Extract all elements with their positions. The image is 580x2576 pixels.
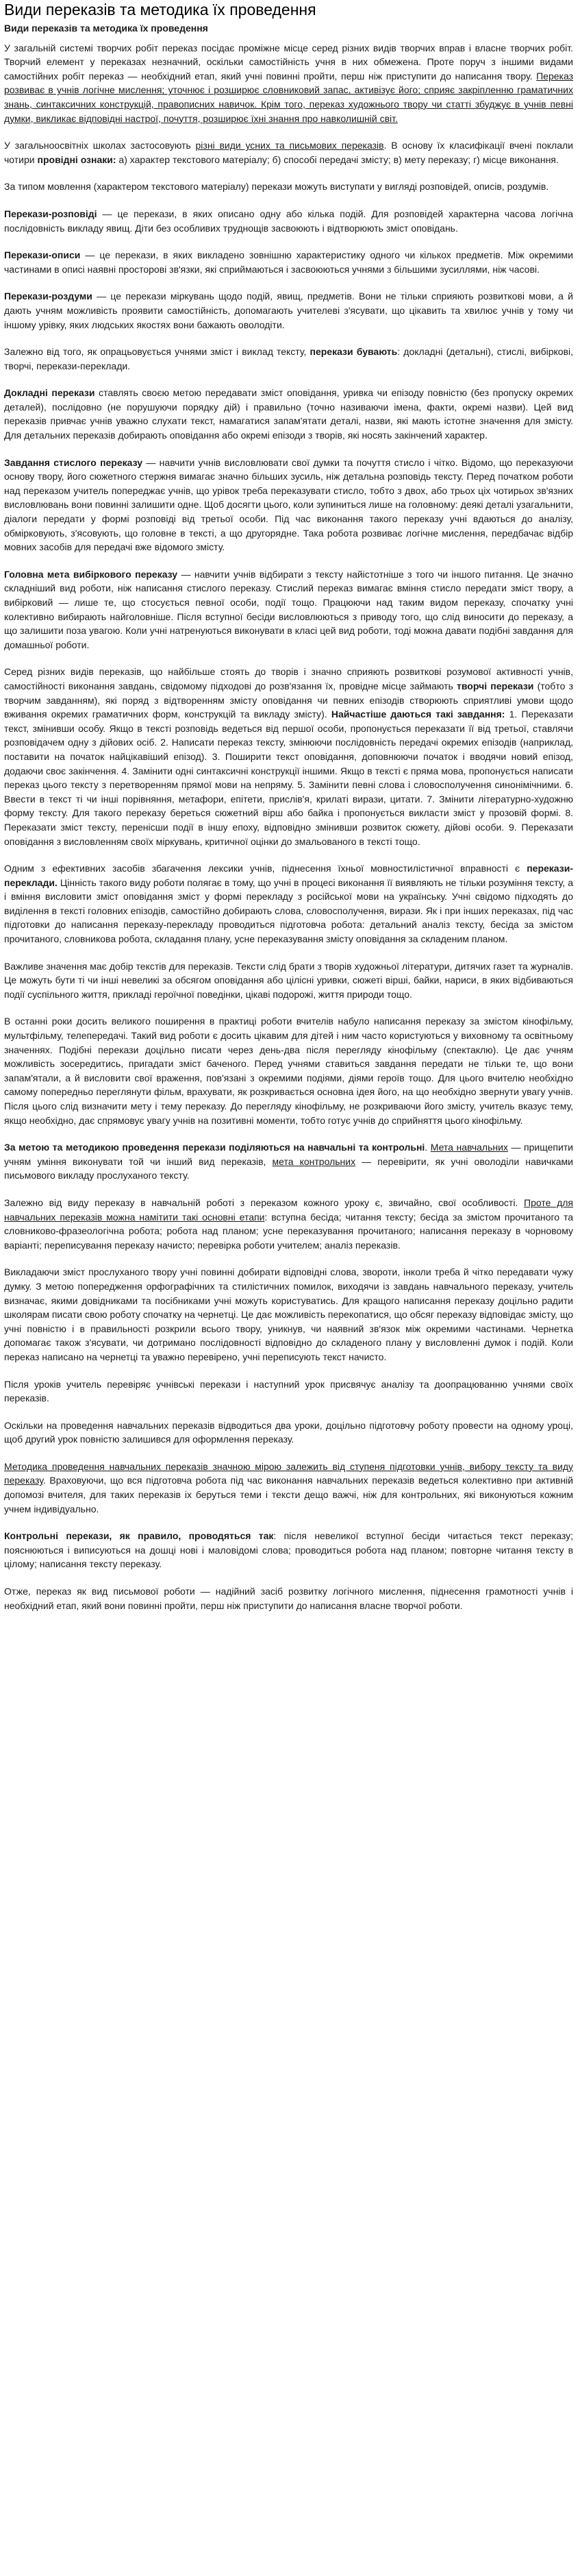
text-run: . В основу їх класифікації вчені поклали чотири bbox=[4, 140, 573, 165]
paragraph bbox=[4, 665, 573, 848]
bold-text: перекази бувають bbox=[310, 346, 398, 358]
bold-text: Контрольні перекази, як правило, проводяться так bbox=[4, 1530, 274, 1542]
paragraph bbox=[4, 1377, 573, 1406]
underlined-text: мета контрольних bbox=[272, 1155, 356, 1167]
subheading bbox=[4, 21, 573, 36]
text-run: В останні роки досить великого поширення в практиці роботи вчителів набуло написання переказу за змістом кінофільму, мультфільму, телепередачі. Такий вид роботи є досить цікавим для дітей і ним часто користуються у виховному та освітньому значеннях. Подібні перекази доцільно писати через день-два після перегляду кінофільму (спектаклю). Це дає учням можливість зосередитись, пригадати зміст баченого. Перед учнями ставиться завдання передати не тільки те, що вони запам'ятали, а й висловити свої враження, пов'язані з окремими подіями, діями героїв тощо. Для цього вчителю необхідно самому попередньо переглянути фільм, врахувати, як розкривається основна ідея його, на що необхідно звернути увагу учнів. Після цього слід визначити мету і тему переказу. До перегляду кінофільму, не розкриваючи його змісту, учитель вказує тему, якщо необхідно, дає спрямовує увагу учнів на позитивні моменти, тобто готує учнів до сприйняття цього кінофільму. bbox=[4, 1016, 573, 1126]
bold-text: Перекази-описи bbox=[4, 249, 81, 261]
underlined-text: Мета навчальних bbox=[430, 1142, 508, 1153]
paragraph bbox=[4, 345, 573, 373]
paragraph bbox=[4, 1014, 573, 1127]
text-run: Викладаючи зміст прослуханого твору учні повинні добирати відповідні слова, звороти, інколи треба й чітко передавати чужу думку. З метою попередження орфографічних та стилістичних помилок, виходячи із завдань навчального переказу, учитель визначає, якими довідниками та посібниками учні можуть користуватись. Для кращого написання переказу доцільно радити школярам писати свою роботу спочатку на чернетці. Це дає можливість перекопатися, що обсяг переказу відповідає змісту, що учні повністю і в правильності розкрили всього твору, уникнув, чи наявний зв'язок між окремими частинами. Чернетка допомагає також з'ясувати, чи дотримано послідовності відповідно до складеного плану у висловленні думок і подій. Коли переказ написано на чернетці та уважно перевірено, учні переписують текст начисто. bbox=[4, 1266, 573, 1362]
bold-text: перекази-переклади. bbox=[4, 863, 573, 888]
bold-text: За метою та методикою проведення перекази поділяються на навчальні та контрольні bbox=[4, 1142, 425, 1153]
paragraph bbox=[4, 861, 573, 946]
paragraph bbox=[4, 456, 573, 554]
text-run: Важливе значення має добір текстів для переказів. Тексти слід брати з творів художньої літератури, дитячих газет та журналів. Це можуть бути ті чи інші невеликі за обсягом оповідання або цілісні уривки, сюжеті вірші, байки, нариси, в яких відбиваються події суспільного життя, прикладі героїчної поведінки, цікаві подорожі, життя природи тощо. bbox=[4, 960, 573, 1000]
paragraph bbox=[4, 1529, 573, 1571]
paragraph bbox=[4, 207, 573, 235]
underlined-text: Методика проведення навчальних переказів значною мірою залежить від ступеня підготовки учнів, вибору тексту та виду переказу bbox=[4, 1460, 573, 1486]
text-run: . bbox=[425, 1142, 431, 1153]
paragraph bbox=[4, 1584, 573, 1612]
text-run: : вступна бесіда; читання тексту; бесіда за змістом прочитаного та словниково-фразеологічна робота; робота над планом; усне переказування прочитаного; написання переказу в чорновому варіанті; переписування переказу начисто; перевірка роботи учителем; аналіз переказів. bbox=[4, 1211, 573, 1251]
text-run: Отже, переказ як вид письмової роботи — надійний засіб розвитку логічного мислення, піднесення грамотності учнів і необхідний етап, який вони повинні пройти, перш ніж приступити до написання власне творчої роботи. bbox=[4, 1586, 573, 1611]
text-run: — навчити учнів відбирати з тексту найістотніше з того чи іншого питання. Це значно складніший вид роботи, ніж написання стислого переказу. Стислий переказ вимагає вміння стисло передати зміст твору, а вибірковий — лише те, що стосується певної особи, події тощо. Працюючи над таким видом переказу, спочатку учні колективно вибирають найголовніше. Після вступної бесіди висловлюються з приводу того, що слід виносити до переказу, а що залишити поза увагою. Коли учні натренуються виконувати в класі цей вид роботи, тоді можна давати подібні завдання для домашньої роботи. bbox=[4, 568, 573, 650]
paragraph bbox=[4, 289, 573, 332]
text-run: : докладні (детальні), стислі, вибіркові, творчі, перекази-переклади. bbox=[4, 346, 573, 371]
text-run: — це перекази, в яких викладено зовнішню характеристику одного чи кількох предметів. Між окремими частинами в описі наявні просторові зв'язки, які сприймаються і засвоюються учнями з більшими зусиллями, ніж часові. bbox=[4, 249, 573, 275]
paragraph bbox=[4, 1460, 573, 1516]
text-run: 1. Переказати текст, змінивши особу. Якщо в тексті розповідь ведеться від першої особи, пропонується переказати її від третьої, ставлячи розповідачем одну з дійових осіб. 2. Написати переказ тексту, змінюючи послідовність передачі окремих епізодів (наприклад, поставити на початок найцікавіший епізод). 3. Поширити текст оповідання, доповнюючи початок і вводячи новий епізод, додаючи своє закінчення. 4. Замінити одні синтаксичні конструкції іншими. Якщо в тексті є пряма мова, пропонується написати переказ цього тексту з перетворенням прямої мови на непряму. 5. Замінити певні слова і словосполучення синонімічними. 6. Ввести в текст ті чи інші порівняння, метафори, епітети, прислів'я, крилаті вирази, цитати. 7. Змінити літературно-художню форму тексту. Для такого переказу береться сюжетний вірш або байка і пропонується викласти зміст у прозовій формі. 8. Переказати зміст тексту, перенісши події в іншу епоху, відповідно змінивши розвиток сюжету, дійові особи. 9. Переказати оповідання з висловленням своїх міркувань, критичної оцінки до змальованого в тексті тощо. bbox=[4, 709, 573, 847]
paragraph bbox=[4, 959, 573, 1002]
underlined-text: різні види усних та письмових переказів bbox=[195, 140, 384, 151]
text-run: а) характер текстового матеріалу; б) способі передачі змісту; в) мету переказу; г) місце виконання. bbox=[116, 154, 559, 165]
paragraph bbox=[4, 1419, 573, 1447]
text-run: — це перекази міркувань щодо подій, явищ, предметів. Вони не тільки сприяють розвиткові мови, а й дають учням можливість проявити самостійність, допомагають учителеві з'ясувати, що цікавить та хвилює учнів у тому чи іншому урівку, яких людських якостях вони бажають оволодіти. bbox=[4, 291, 573, 330]
bold-text: Головна мета вибіркового переказу bbox=[4, 568, 178, 580]
text-run: За типом мовлення (характером текстового матеріалу) перекази можуть виступати у вигляді розповідей, описів, роздумів. bbox=[4, 181, 549, 193]
page-title: Види переказів та методика їх проведення bbox=[4, 1, 316, 19]
paragraph bbox=[4, 386, 573, 442]
paragraph bbox=[4, 41, 573, 126]
bold-text: Види переказів та методика їх проведення bbox=[4, 23, 208, 34]
text-run: — перевірити, як учні оволоділи навичками письмового викладу прослуханого тексту. bbox=[4, 1155, 573, 1181]
paragraph bbox=[4, 1140, 573, 1183]
text-run: (тобто з творчим завданням), які поряд з відтворенням змісту оповідання чи певних епізодів створюють сприятливі умови щодо вживання окремих граматичних форм, конструкцій та викладу змісту). bbox=[4, 680, 573, 720]
underlined-text: Переказ розвиває в учнів логічне мислення; уточнює і розширює словниковий запас, активізує його; сприяє закріпленню граматичних знань, синтаксичних конструкцій, правописних навичок. Крім того, переказ художнього твору чи статті збуджує в учнів певні думки, викликає відповідні настрої, почуття, розширює їхні знання про навколишній світ. bbox=[4, 70, 573, 124]
text-run: У загальній системі творчих робіт переказ посідає проміжне місце серед різних видів творчих вправ і власне творчих робіт. Творчий елемент у переказах незначний, оскільки самостійність учня в них обмежена. Проте поруч з іншими видами самостійних робіт переказ — необхідний етап, який учні повинні пройти, перш ніж приступити до написання твору. bbox=[4, 42, 573, 82]
paragraph bbox=[4, 138, 573, 167]
underlined-text: Проте для навчальних переказів можна намітити такі основні етапи bbox=[4, 1197, 573, 1223]
paragraph bbox=[4, 1196, 573, 1252]
text-run: — це перекази, в яких описано одну або кілька подій. Для розповідей характерна часова логічна послідовність викладу явищ. Діти без особливих труднощів засвоюють і відтворюють зміст оповідань. bbox=[4, 208, 573, 234]
text-run: ставлять своєю метою передавати зміст оповідання, уривка чи епізоду повністю (без пропуску окремих деталей), послідовно (не порушуючи порядку дій) і правильно (точно називаючи імена, факти, окремі назви). Цей вид переказів привчає учнів уважно слухати текст, намагатися запам'ятати деталі, назви, які мають істотне значення для змісту. Для детальних переказів добирають оповідання або окремі епізоди з творів, які носять закінчений характер. bbox=[4, 387, 573, 441]
text-run: Одним з ефективних засобів збагачення лексики учнів, піднесення їхньої мовностилістичної вправності є bbox=[4, 863, 527, 874]
text-run: : після невеликої вступної бесіди читається текст переказу; пояснюються і виписуються на дошці нові і маловідомі слова; проводиться робота над планом; повторне читання тексту в цілому; написання тексту переказу. bbox=[4, 1530, 574, 1570]
text-run: Залежно від виду переказу в навчальній роботі з переказом кожного уроку є, звичайно, свої особливості. bbox=[4, 1197, 525, 1208]
paragraph bbox=[4, 180, 573, 194]
text-run: Залежно від того, як опрацьовується учнями зміст і виклад тексту, bbox=[4, 346, 310, 358]
bold-text: Завдання стислого переказу bbox=[4, 456, 143, 468]
article-body bbox=[4, 21, 573, 1612]
bold-text: Докладні перекази bbox=[4, 387, 95, 399]
bold-text: творчі перекази bbox=[457, 680, 534, 691]
text-run: Цінність такого виду роботи полягає в тому, що учні в процесі виконання її виявляють не тільки розуміння тексту, а і вміння висловити зміст оповідання зміст у формі перекладу з російської мови на українську. Учні свідомо підходять до виділення в тексті головних епізодів, самостійно добирають слова, словосполучення, вирази. Як і при інших переказах, під час підготовки до написання переказу-перекладу проводиться підготовча робота: детальний аналіз тексту, бесіда за змістом прочитаного, словникова робота, складання плану, усне переказування змісту оповідання за складеним планом. bbox=[4, 876, 573, 945]
text-run: . Враховуючи, що вся підготовча робота під час виконання навчальних переказів ведеться колективно при активній допомозі вчителя, для таких переказів іх беруться теми і тексти дещо важчі, ніж для контрольних, які виконуються кожним учнем індивідуально. bbox=[4, 1475, 573, 1514]
text-run: Оскільки на проведення навчальних переказів відводиться два уроки, доцільно підготовчу роботу провести на одному уроці, щоб другий урок повністю залишився для оформлення переказу. bbox=[4, 1419, 573, 1445]
paragraph bbox=[4, 567, 573, 652]
bold-text: Найчастіше даються такі завдання: bbox=[331, 709, 505, 720]
bold-text: Перекази-роздуми bbox=[4, 291, 92, 302]
text-run: У загальноосвітніх школах застосовують bbox=[4, 140, 196, 151]
paragraph bbox=[4, 248, 573, 276]
bold-text: провідні ознаки: bbox=[37, 154, 116, 165]
bold-text: Перекази-розповіді bbox=[4, 208, 97, 219]
text-run: Серед різних видів переказів, що найбільше стоять до творів і значно сприяють розвиткові розумової активності учнів, самостійності виконання завдань, свідомому підходові до розв'язання їх, провідне місце займають bbox=[4, 666, 573, 691]
paragraph bbox=[4, 1265, 573, 1364]
text-run: — навчити учнів висловлювати свої думки та почуття стисло і чітко. Відомо, що переказуючи основу твору, його сюжетного стержня вимагає значно більших зусиль, ніж детальна розповідь тексту. Перед початком роботи над переказом учитель попереджає учнів, що урівок треба переказувати стисло, тобто з двох, або трьох ціх чотирьох зв'язних висловлювань вони повинні залишити одне. Щоб досягти цього, коли зупиниться лише на головному: деякі деталі узагальнити, діалоги передати у формі розповіді від третьої особи. Під час виконання такого переказу учні вдаються до аналізу, обмірковують, з'ясовують, що головне в тексті, а що другорядне. Така робота розвиває логічне мислення, передбачає відбір мовних засобів для передачі вже відомого змісту. bbox=[4, 456, 573, 553]
text-run: Після уроків учитель перевіряє учнівські перекази і наступний урок присвячує аналізу та доопрацюванню учнями своїх переказів. bbox=[4, 1378, 573, 1404]
text-run: — прищепити учням уміння виконувати той чи інший вид переказів, bbox=[4, 1142, 574, 1167]
